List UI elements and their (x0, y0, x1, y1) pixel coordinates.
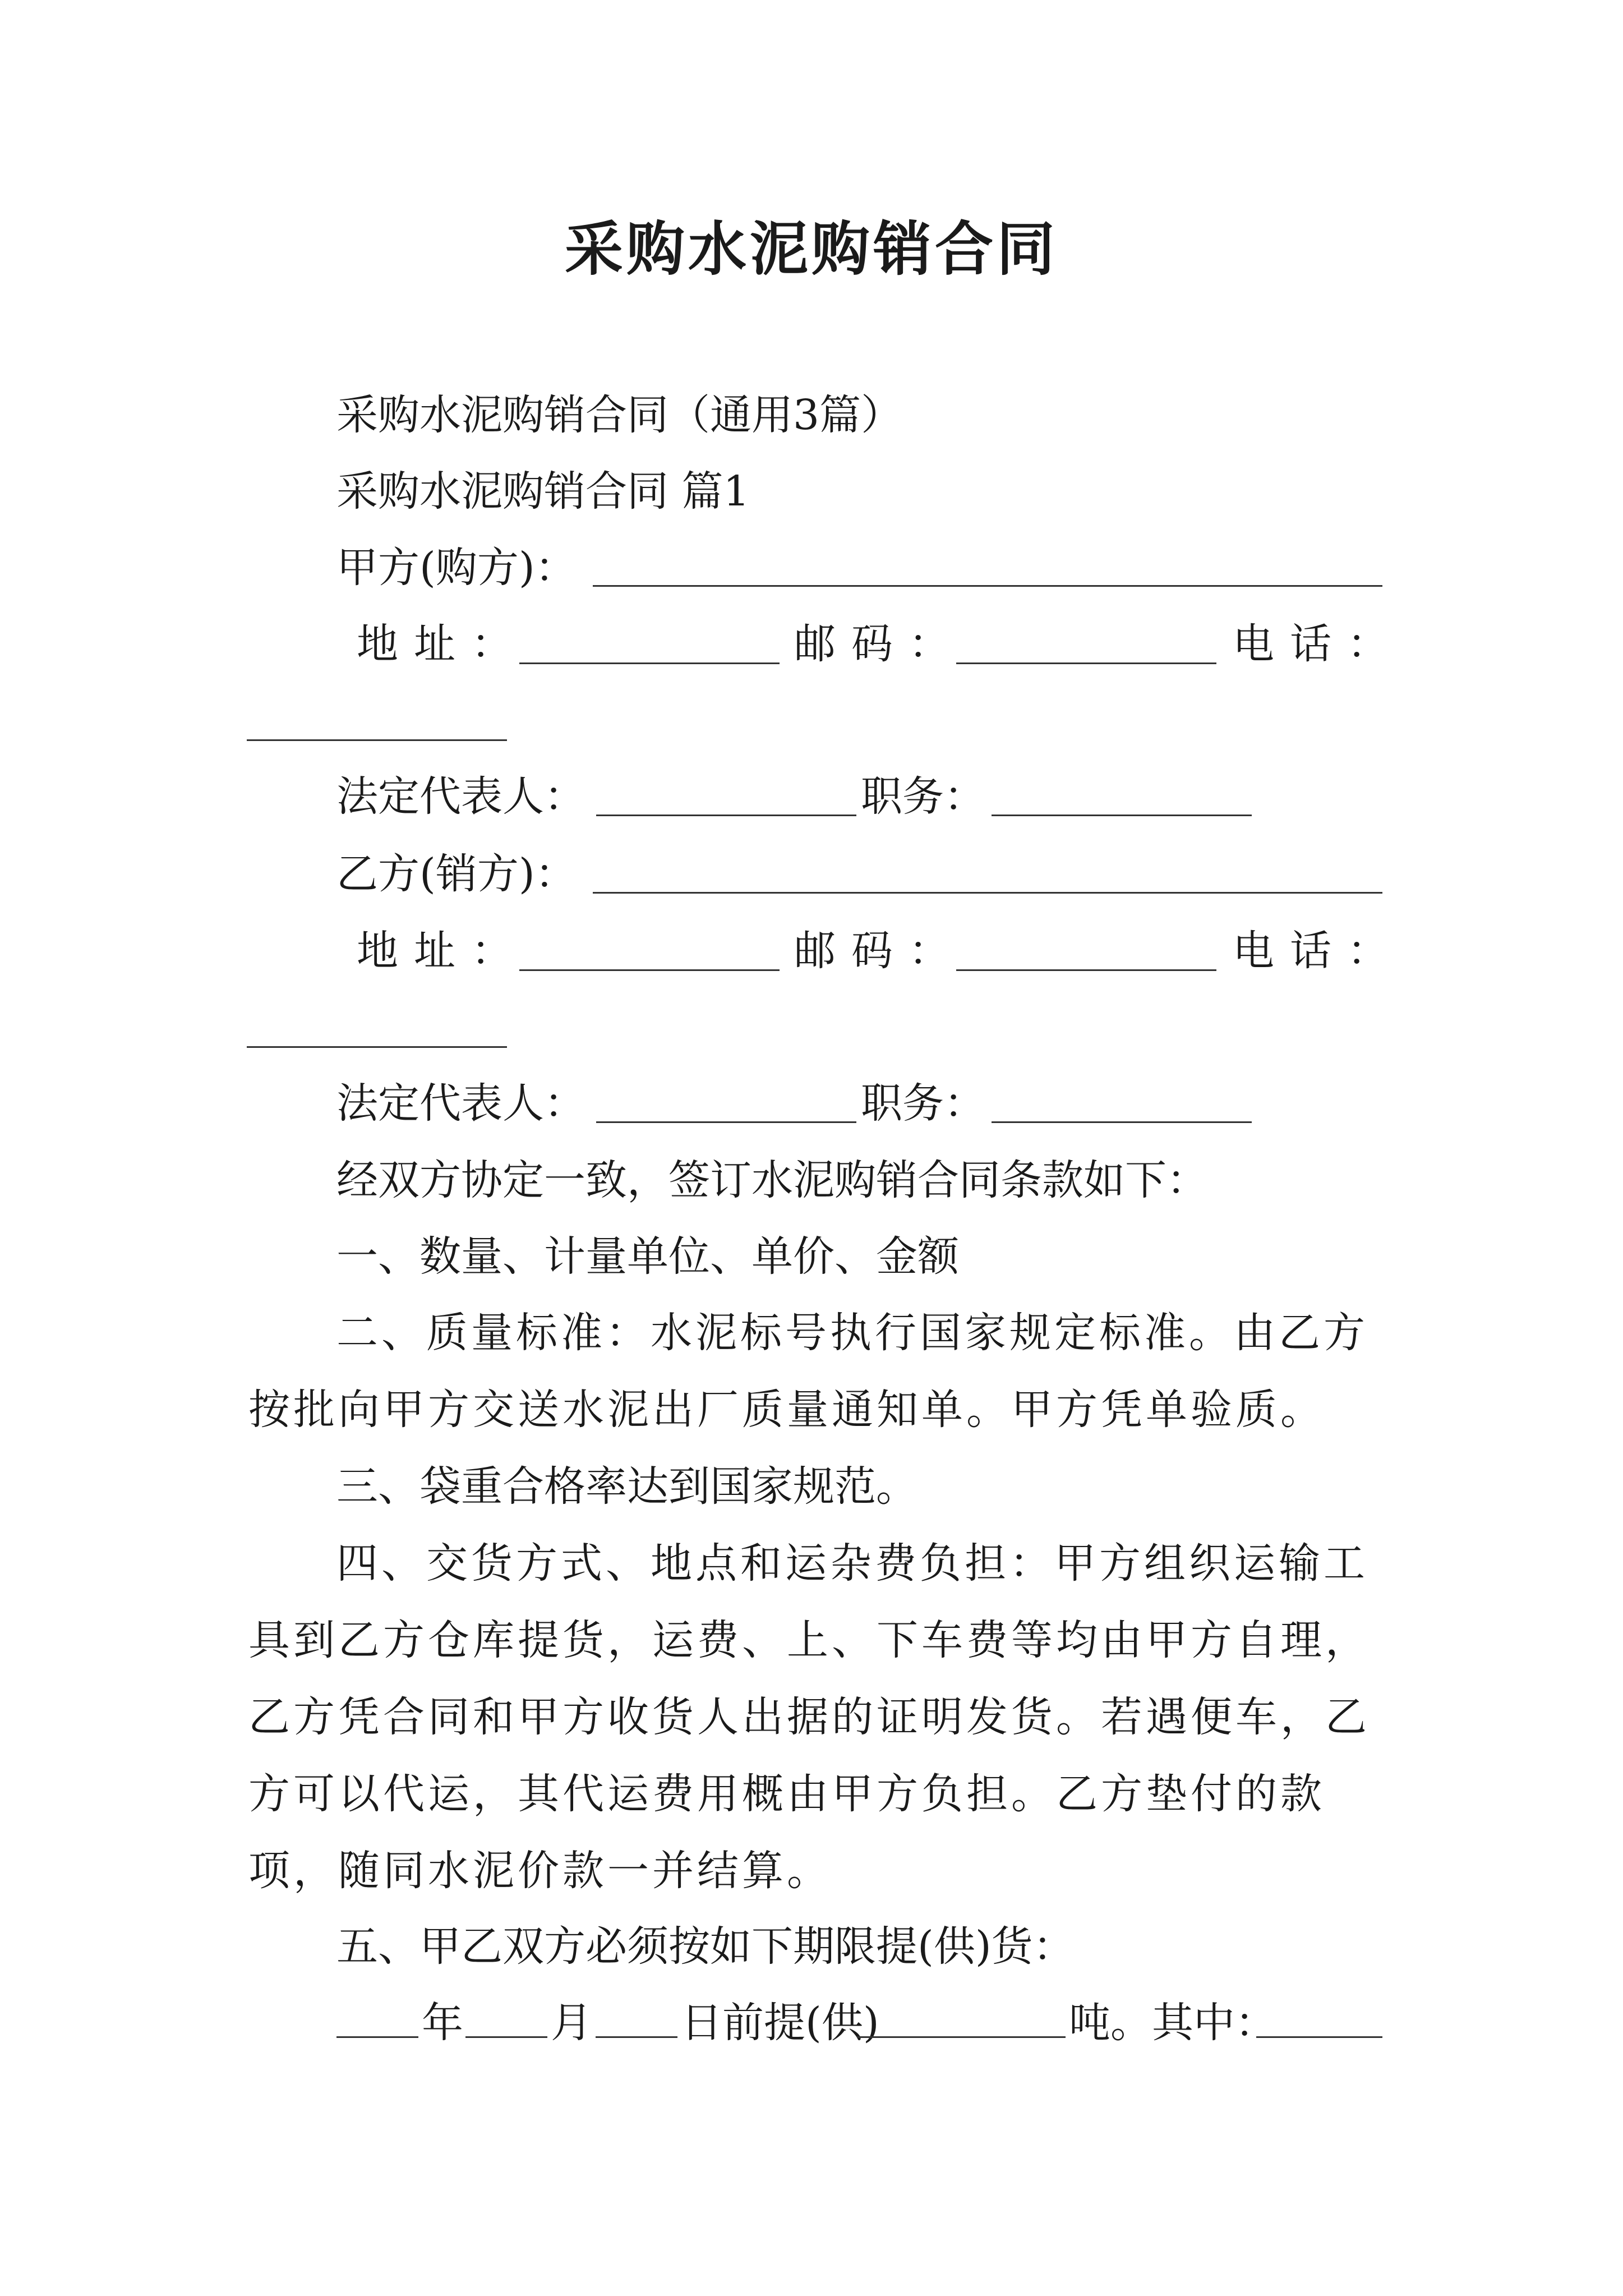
party-b-position-label: 职务： (861, 1079, 985, 1128)
schedule-day-blank (596, 2036, 677, 2038)
party-a-address-blank (519, 662, 780, 664)
clause-1: 一、数量、计量单位、单价、金额 (336, 1232, 959, 1281)
schedule-year-blank (336, 2036, 418, 2038)
party-b-address-blank (519, 969, 780, 971)
party-a-rep-blank (596, 815, 856, 816)
schedule-ton-blank (857, 2036, 1066, 2038)
schedule-year-label: 年 (422, 1999, 463, 2047)
party-b-postcode-blank (956, 969, 1216, 971)
party-a-address-label: 地址： (357, 620, 528, 668)
schedule-ton-label: 吨。其中： (1069, 1999, 1276, 2047)
party-a-position-blank (992, 815, 1252, 816)
schedule-supply-label: 日前提(供) (681, 1999, 879, 2047)
intro-text: 经双方协定一致，签订水泥购销合同条款如下： (336, 1156, 1208, 1204)
party-b-address-label: 地址： (357, 927, 528, 975)
party-a-phone-label: 电话： (1233, 620, 1404, 668)
party-b-rep-label: 法定代表人： (336, 1079, 585, 1128)
schedule-month-blank (465, 2036, 547, 2038)
document-title: 采购水泥购销合同 (564, 214, 1058, 283)
party-b-postcode-label: 邮码： (794, 927, 966, 975)
clause-4: 四、交货方式、地点和运杂费负担：甲方组织运输工具到乙方仓库提货，运费、上、下车费等均由甲方自理，乙方凭合同和甲方收货人出据的证明发货。若遇便车，乙方可以代运，其代运费用概由甲方负担。乙方垫付的款项，随同水泥价款一并结算。 (248, 1539, 1370, 1895)
party-a-rep-label: 法定代表人： (336, 772, 585, 821)
clause-5: 五、甲乙双方必须按如下期限提(供)货： (336, 1922, 1075, 1971)
party-b-phone-blank (247, 1046, 507, 1048)
party-a-position-label: 职务： (861, 772, 985, 821)
part-heading: 采购水泥购销合同 篇1 (336, 467, 750, 516)
party-a-postcode-blank (956, 662, 1216, 664)
clause-2: 二、质量标准：水泥标号执行国家规定标准。由乙方按批向甲方交送水泥出厂质量通知单。甲方凭单验质。 (248, 1309, 1368, 1434)
party-a-label: 甲方(购方)： (336, 544, 577, 592)
document-subtitle: 采购水泥购销合同（通用3篇） (336, 391, 903, 439)
party-b-rep-blank (596, 1121, 856, 1123)
party-b-position-blank (992, 1121, 1252, 1123)
party-b-blank (593, 892, 1382, 894)
party-a-phone-blank (247, 739, 507, 741)
party-b-label: 乙方(销方)： (336, 850, 577, 898)
party-a-postcode-label: 邮码： (794, 620, 966, 668)
schedule-month-label: 月 (551, 1999, 592, 2047)
clause-3: 三、袋重合格率达到国家规范。 (336, 1462, 917, 1511)
party-a-blank (593, 585, 1382, 587)
schedule-detail-blank (1256, 2036, 1382, 2038)
party-b-phone-label: 电话： (1233, 927, 1404, 975)
